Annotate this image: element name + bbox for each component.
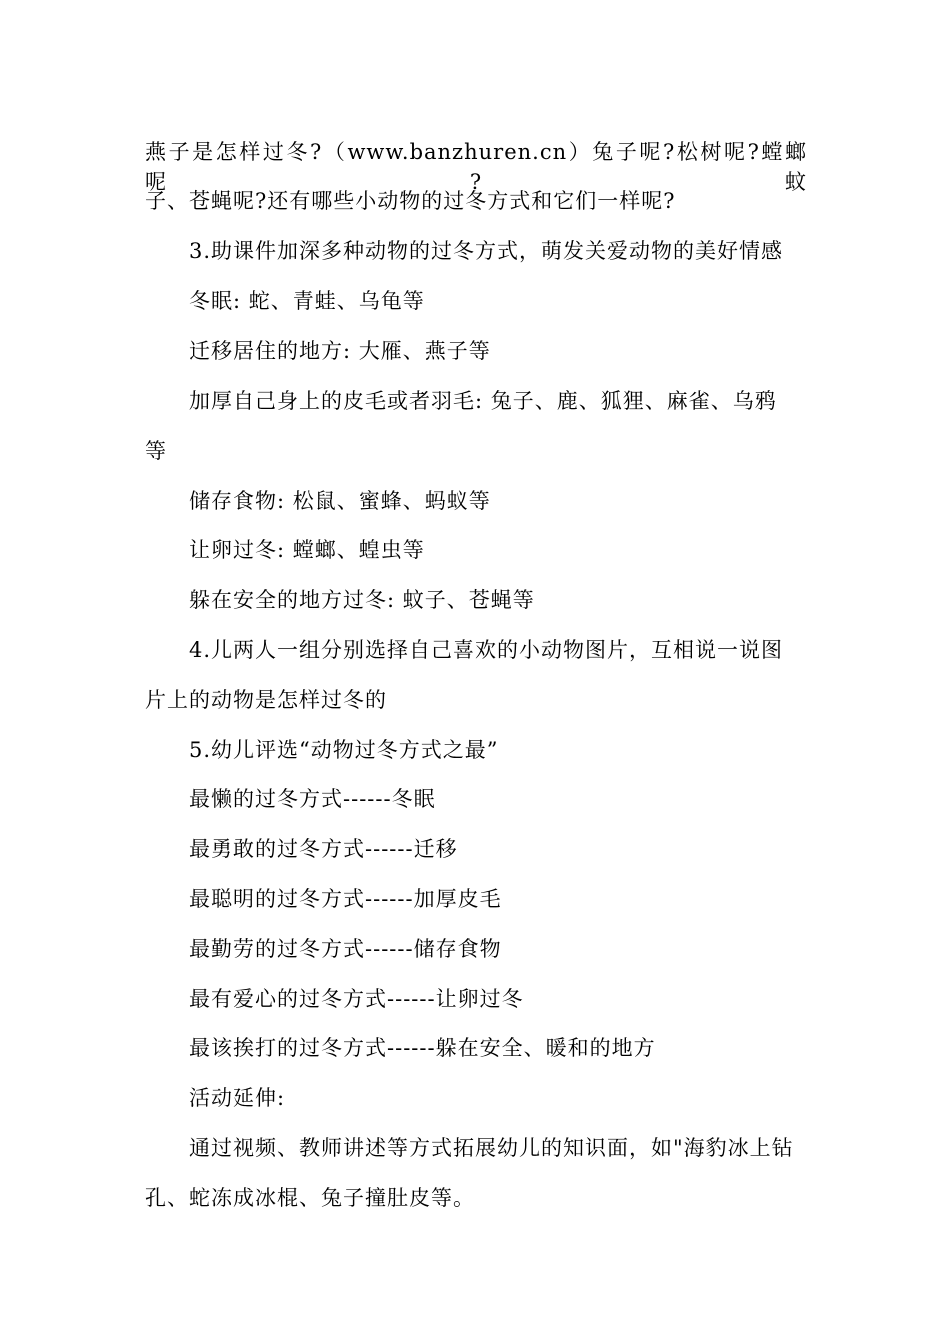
paragraph-line: 迁移居住的地方: 大雁、燕子等 xyxy=(189,339,491,363)
paragraph-line: 活动延伸: xyxy=(189,1086,286,1110)
paragraph-line: 最勇敢的过冬方式------迁移 xyxy=(189,837,458,861)
paragraph-line: 躲在安全的地方过冬: 蚊子、苍蝇等 xyxy=(189,588,535,612)
paragraph-line: 让卵过冬: 螳螂、蝗虫等 xyxy=(189,538,425,562)
paragraph-line: 燕子是怎样过冬?（www.banzhuren.cn）兔子呢?松树呢?螳螂呢?蚊 xyxy=(145,140,807,194)
paragraph-line: 最聪明的过冬方式------加厚皮毛 xyxy=(189,887,502,911)
paragraph-line: 等 xyxy=(145,439,167,463)
paragraph-line: 4.儿两人一组分别选择自己喜欢的小动物图片，互相说一说图 xyxy=(189,638,784,662)
paragraph-line: 最懒的过冬方式------冬眠 xyxy=(189,787,436,811)
paragraph-line: 储存食物: 松鼠、蜜蜂、蚂蚁等 xyxy=(189,489,491,513)
paragraph-line: 加厚自己身上的皮毛或者羽毛: 兔子、鹿、狐狸、麻雀、乌鸦 xyxy=(189,389,777,413)
paragraph-line: 最该挨打的过冬方式------躲在安全、暖和的地方 xyxy=(189,1036,656,1060)
paragraph-line: 子、苍蝇呢?还有哪些小动物的过冬方式和它们一样呢? xyxy=(145,189,676,213)
paragraph-line: 冬眠: 蛇、青蛙、乌龟等 xyxy=(189,289,425,313)
paragraph-line: 最有爱心的过冬方式------让卵过冬 xyxy=(189,987,524,1011)
paragraph-line: 片上的动物是怎样过冬的 xyxy=(145,688,387,712)
paragraph-line: 通过视频、教师讲述等方式拓展幼儿的知识面，如"海豹冰上钻 xyxy=(189,1136,794,1160)
paragraph-line: 5.幼儿评选“动物过冬方式之最” xyxy=(189,738,499,762)
paragraph-line: 孔、蛇冻成冰棍、兔子撞肚皮等。 xyxy=(145,1186,475,1210)
paragraph-line: 最勤劳的过冬方式------储存食物 xyxy=(189,937,502,961)
paragraph-line: 3.助课件加深多种动物的过冬方式，萌发关爱动物的美好情感 xyxy=(189,239,784,263)
